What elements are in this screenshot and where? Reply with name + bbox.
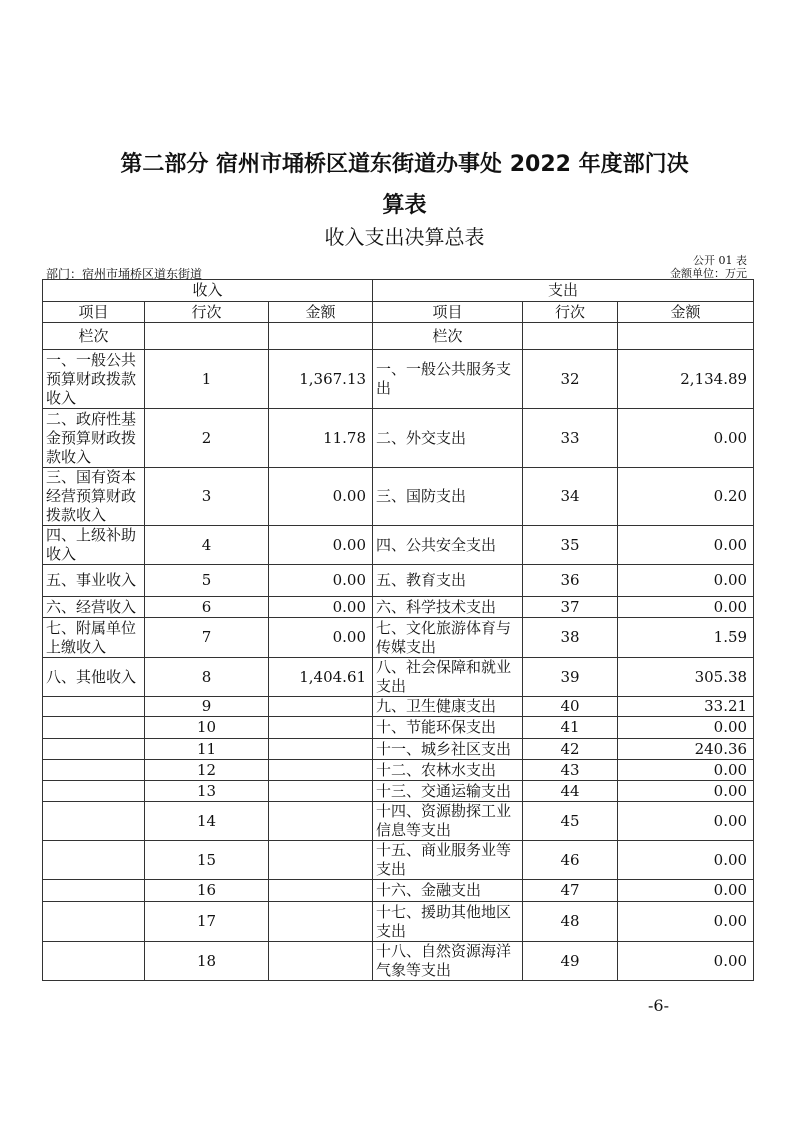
expense-item-cell: 十、节能环保支出 [373,717,523,739]
income-row-no-cell: 16 [145,880,269,902]
income-amount-cell [269,739,373,760]
expense-item-cell: 十八、自然资源海洋气象等支出 [373,942,523,981]
expense-item-cell: 六、科学技术支出 [373,597,523,618]
income-amount-cell: 11.78 [269,409,373,468]
expense-item-cell: 四、公共安全支出 [373,526,523,565]
expense-item-cell: 一、一般公共服务支出 [373,350,523,409]
table-row [43,739,754,760]
expense-amount-cell: 33.21 [618,697,754,717]
expense-item-cell: 十五、商业服务业等支出 [373,841,523,880]
expense-amount-cell: 0.00 [618,409,754,468]
expense-amount-cell: 0.00 [618,526,754,565]
expense-item-cell: 五、教育支出 [373,565,523,597]
expense-amount-cell: 0.00 [618,565,754,597]
expense-row-no-cell: 38 [523,618,618,658]
table-row [43,468,754,526]
table-row [43,409,754,468]
income-header: 收入 [43,280,373,302]
expense-item-header: 项目 [373,302,523,323]
income-item-header: 项目 [43,302,145,323]
income-amount-cell: 0.00 [269,618,373,658]
income-expense-table [42,279,754,981]
income-row-no-cell: 14 [145,802,269,841]
expense-row-no-cell: 34 [523,468,618,526]
income-item-cell [43,802,145,841]
income-amount-cell [269,841,373,880]
income-row-no-cell: 12 [145,760,269,781]
expense-amount-cell: 0.00 [618,942,754,981]
expense-item-cell: 十二、农林水支出 [373,760,523,781]
income-item-cell [43,739,145,760]
table-row [43,942,754,981]
income-amount-cell [269,880,373,902]
income-item-cell [43,760,145,781]
income-item-cell [43,781,145,802]
expense-row-no-cell: 32 [523,350,618,409]
income-amount-cell: 1,404.61 [269,658,373,697]
expense-row-no-cell: 44 [523,781,618,802]
income-item-cell [43,717,145,739]
expense-amount-cell: 0.00 [618,841,754,880]
expense-item-cell: 十七、援助其他地区支出 [373,902,523,942]
expense-row-no-cell: 45 [523,802,618,841]
income-row-no-cell: 1 [145,350,269,409]
table-row [43,880,754,902]
income-item-cell: 一、一般公共预算财政拨款收入 [43,350,145,409]
income-amount-cell: 0.00 [269,565,373,597]
form-number: 公开 01 表 [693,254,747,267]
income-amount-cell: 0.00 [269,468,373,526]
table-row [43,717,754,739]
income-row-no-cell: 11 [145,739,269,760]
income-item-cell: 二、政府性基金预算财政拨款收入 [43,409,145,468]
income-row-no-cell: 5 [145,565,269,597]
income-item-cell: 四、上级补助收入 [43,526,145,565]
income-row-no-cell: 9 [145,697,269,717]
income-amount-cell: 0.00 [269,597,373,618]
income-item-cell [43,841,145,880]
expense-row-no-cell: 48 [523,902,618,942]
table-title: 收入支出决算总表 [324,225,485,249]
table-row [43,781,754,802]
income-item-cell: 六、经营收入 [43,597,145,618]
income-row-no-cell: 13 [145,781,269,802]
income-amount-cell [269,717,373,739]
expense-amount-cell: 0.00 [618,760,754,781]
expense-item-cell: 八、社会保障和就业支出 [373,658,523,697]
income-row-no-cell: 15 [145,841,269,880]
page-number: -6- [648,996,669,1015]
table-row [43,350,754,409]
expense-row-no-cell: 40 [523,697,618,717]
table-row [43,697,754,717]
income-row-no-cell: 17 [145,902,269,942]
income-row-no-cell: 3 [145,468,269,526]
table-row [43,597,754,618]
expense-item-cell: 七、文化旅游体育与传媒支出 [373,618,523,658]
expense-amount-cell: 0.00 [618,597,754,618]
income-amount-header: 金额 [269,302,373,323]
expense-row-no-cell: 35 [523,526,618,565]
expense-amount-cell: 305.38 [618,658,754,697]
income-row-no-cell: 7 [145,618,269,658]
income-amount-cell: 1,367.13 [269,350,373,409]
income-item-cell: 三、国有资本经营预算财政拨款收入 [43,468,145,526]
expense-amount-cell: 1.59 [618,618,754,658]
expense-amount-cell: 0.00 [618,880,754,902]
expense-amount-cell: 240.36 [618,739,754,760]
income-amount-cell [269,760,373,781]
expense-row-no-cell: 41 [523,717,618,739]
expense-item-cell: 十三、交通运输支出 [373,781,523,802]
expense-item-cell: 三、国防支出 [373,468,523,526]
income-item-cell [43,942,145,981]
expense-amount-cell: 0.00 [618,802,754,841]
income-row-no-cell: 2 [145,409,269,468]
unit-label: 金额单位：万元 [670,267,747,280]
expense-item-cell: 九、卫生健康支出 [373,697,523,717]
income-item-cell [43,880,145,902]
income-item-cell [43,902,145,942]
expense-row-no-header: 行次 [523,302,618,323]
expense-row-no-cell: 47 [523,880,618,902]
expense-column-label: 栏次 [373,323,523,350]
table-row [43,618,754,658]
table-row [43,902,754,942]
income-row-no-cell: 18 [145,942,269,981]
income-amount-cell [269,781,373,802]
expense-amount-cell: 0.00 [618,781,754,802]
income-row-no-cell: 4 [145,526,269,565]
income-amount-cell [269,697,373,717]
expense-item-cell: 十四、资源勘探工业信息等支出 [373,802,523,841]
empty-cell [269,323,373,350]
table-row [43,658,754,697]
table-row [43,802,754,841]
expense-row-no-cell: 46 [523,841,618,880]
expense-item-cell: 十六、金融支出 [373,880,523,902]
income-row-no-header: 行次 [145,302,269,323]
income-amount-cell [269,942,373,981]
expense-row-no-cell: 36 [523,565,618,597]
income-amount-cell: 0.00 [269,526,373,565]
empty-cell [523,323,618,350]
income-amount-cell [269,902,373,942]
expense-header: 支出 [373,280,754,302]
expense-row-no-cell: 33 [523,409,618,468]
income-row-no-cell: 6 [145,597,269,618]
income-row-no-cell: 10 [145,717,269,739]
expense-amount-cell: 2,134.89 [618,350,754,409]
expense-item-cell: 二、外交支出 [373,409,523,468]
income-amount-cell [269,802,373,841]
expense-amount-cell: 0.00 [618,717,754,739]
table-row [43,565,754,597]
income-item-cell [43,697,145,717]
empty-cell [145,323,269,350]
document-title: 第二部分 宿州市埇桥区道东街道办事处 2022 年度部门决 [120,152,689,177]
expense-row-no-cell: 37 [523,597,618,618]
table-row [43,760,754,781]
income-column-label: 栏次 [43,323,145,350]
expense-row-no-cell: 39 [523,658,618,697]
table-row [43,841,754,880]
empty-cell [618,323,754,350]
expense-item-cell: 十一、城乡社区支出 [373,739,523,760]
expense-row-no-cell: 49 [523,942,618,981]
income-row-no-cell: 8 [145,658,269,697]
expense-amount-cell: 0.20 [618,468,754,526]
expense-row-no-cell: 43 [523,760,618,781]
expense-row-no-cell: 42 [523,739,618,760]
table-row [43,526,754,565]
income-item-cell: 八、其他收入 [43,658,145,697]
department-label: 部门：宿州市埇桥区道东街道 [46,267,203,281]
document-title-continued: 算表 [382,193,427,218]
expense-amount-cell: 0.00 [618,902,754,942]
income-item-cell: 七、附属单位上缴收入 [43,618,145,658]
expense-amount-header: 金额 [618,302,754,323]
income-item-cell: 五、事业收入 [43,565,145,597]
